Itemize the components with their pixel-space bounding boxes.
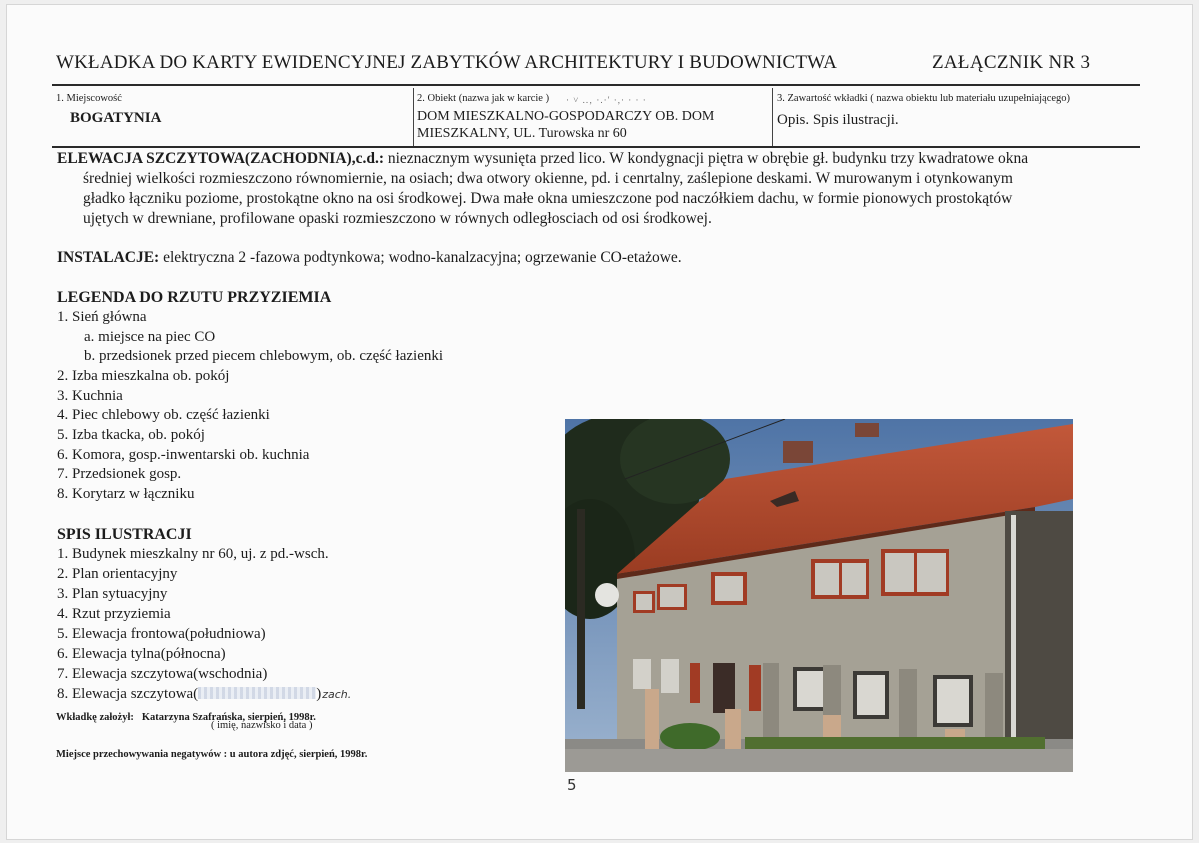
author-value: Katarzyna Szafrańska, sierpień, 1998r.: [141, 712, 316, 723]
legend-item: 4. Piec chlebowy ob. część łazienki: [57, 407, 270, 423]
elevation-line-3: gładko łączniku poziome, prostokątne okno na osi środkowej. Dwa małe okna umieszczone pod naczółkiem dachu, w formie pionowych prostokątów: [83, 190, 1013, 207]
illustration-item: 4. Rzut przyziemia: [57, 606, 171, 622]
legend-heading: LEGENDA DO RZUTU PRZYZIEMIA: [57, 289, 332, 306]
illustration-item-8: [57, 686, 351, 703]
installations-text: elektryczna 2 -fazowa podtynkowa; wodno-kanalzacyjna; ogrzewanie CO-etażowe.: [159, 249, 682, 266]
location-label: 1. Miejscowość: [56, 93, 122, 104]
illustration-item: 3. Plan sytuacyjny: [57, 586, 168, 602]
legend-item: 5. Izba tkacka, ob. pokój: [57, 427, 205, 443]
storage-note: Miejsce przechowywania negatywów : u autora zdjęć, sierpień, 1998r.: [56, 749, 368, 760]
legend-item: b. przedsionek przed piecem chlebowym, ob. część łazienki: [84, 348, 444, 364]
illustration-item: 7. Elewacja szczytowa(wschodnia): [57, 666, 268, 682]
document-title: WKŁADKA DO KARTY EWIDENCYJNEJ ZABYTKÓW ARCHITEKTURY I BUDOWNICTWA: [56, 52, 838, 73]
field-divider: [772, 88, 773, 146]
illustration-item: 2. Plan orientacyjny: [57, 566, 178, 582]
illustration-item: 6. Elewacja tylna(północna): [57, 646, 226, 662]
header-rule: [52, 84, 1140, 86]
legend-item: 2. Izba mieszkalna ob. pokój: [57, 368, 230, 384]
installations-line: [57, 248, 682, 268]
contents-label: 3. Zawartość wkładki ( nazwa obiektu lub materiału uzupełniającego): [777, 93, 1071, 104]
author-label: Wkładkę założył:: [56, 712, 134, 723]
author-hint: ( imię, nazwisko i data ): [211, 720, 313, 731]
illustration-item: 1. Budynek mieszkalny nr 60, uj. z pd.-wsch.: [57, 546, 329, 562]
object-value-line1: DOM MIESZKALNO-GOSPODARCZY OB. DOM: [417, 109, 715, 124]
legend-item: 1. Sień główna: [57, 309, 147, 325]
building-photo: [565, 419, 1073, 772]
elevation-line-4: ujętych w drewniane, profilowane opaski rozmieszczono w równych odległosciach od osi środkowej.: [83, 210, 712, 227]
legend-item: 8. Korytarz w łączniku: [57, 486, 195, 502]
illustration-item: 5. Elewacja frontowa(południowa): [57, 626, 266, 642]
illustrations-heading: SPIS ILUSTRACJI: [57, 526, 192, 543]
object-value-line2: MIESZKALNY, UL. Turowska nr 60: [417, 126, 627, 141]
illustration-item-8-text: 8. Elewacja szczytowa(: [57, 686, 199, 702]
legend-item: a. miejsce na piec CO: [84, 329, 216, 345]
document-page: [6, 4, 1193, 840]
building-photo-drawing: [565, 419, 1073, 772]
fields-rule: [52, 146, 1140, 148]
object-label: 2. Obiekt (nazwa jak w karcie ): [417, 93, 550, 104]
elevation-text: nieznacznym wysunięta przed lico. W kondygnacji piętra w obrębie gł. budynku trzy kwadratowe okna: [383, 150, 1029, 167]
field-divider: [413, 88, 414, 146]
page-number: 5: [567, 776, 577, 794]
installations-heading: INSTALACJE:: [57, 249, 160, 266]
annex-label: ZAŁĄCZNIK NR 3: [932, 52, 1091, 73]
elevation-line-1: [57, 149, 1028, 169]
location-value: BOGATYNIA: [70, 110, 162, 126]
elevation-heading: ELEWACJA SZCZYTOWA(ZACHODNIA),c.d.:: [57, 150, 384, 167]
redacted-correction: [198, 687, 316, 699]
elevation-line-2: średniej wielkości rozmieszczono równomiernie, na osiach; dwa otwory okienne, pd. i cenrtalny, zaślepione deskami. W murowanym i otynkowanym: [83, 170, 1013, 187]
legend-item: 3. Kuchnia: [57, 388, 123, 404]
illustration-item-8-close: ): [316, 686, 322, 702]
legend-item: 6. Komora, gosp.-inwentarski ob. kuchnia: [57, 447, 310, 463]
legend-item: 7. Przedsionek gosp.: [57, 466, 182, 482]
scan-noise: · ˅ ..‚ ·.·′ ·,· · · ·: [566, 95, 647, 105]
contents-value: Opis. Spis ilustracji.: [777, 112, 899, 128]
handwritten-annotation: zach.: [322, 688, 352, 701]
